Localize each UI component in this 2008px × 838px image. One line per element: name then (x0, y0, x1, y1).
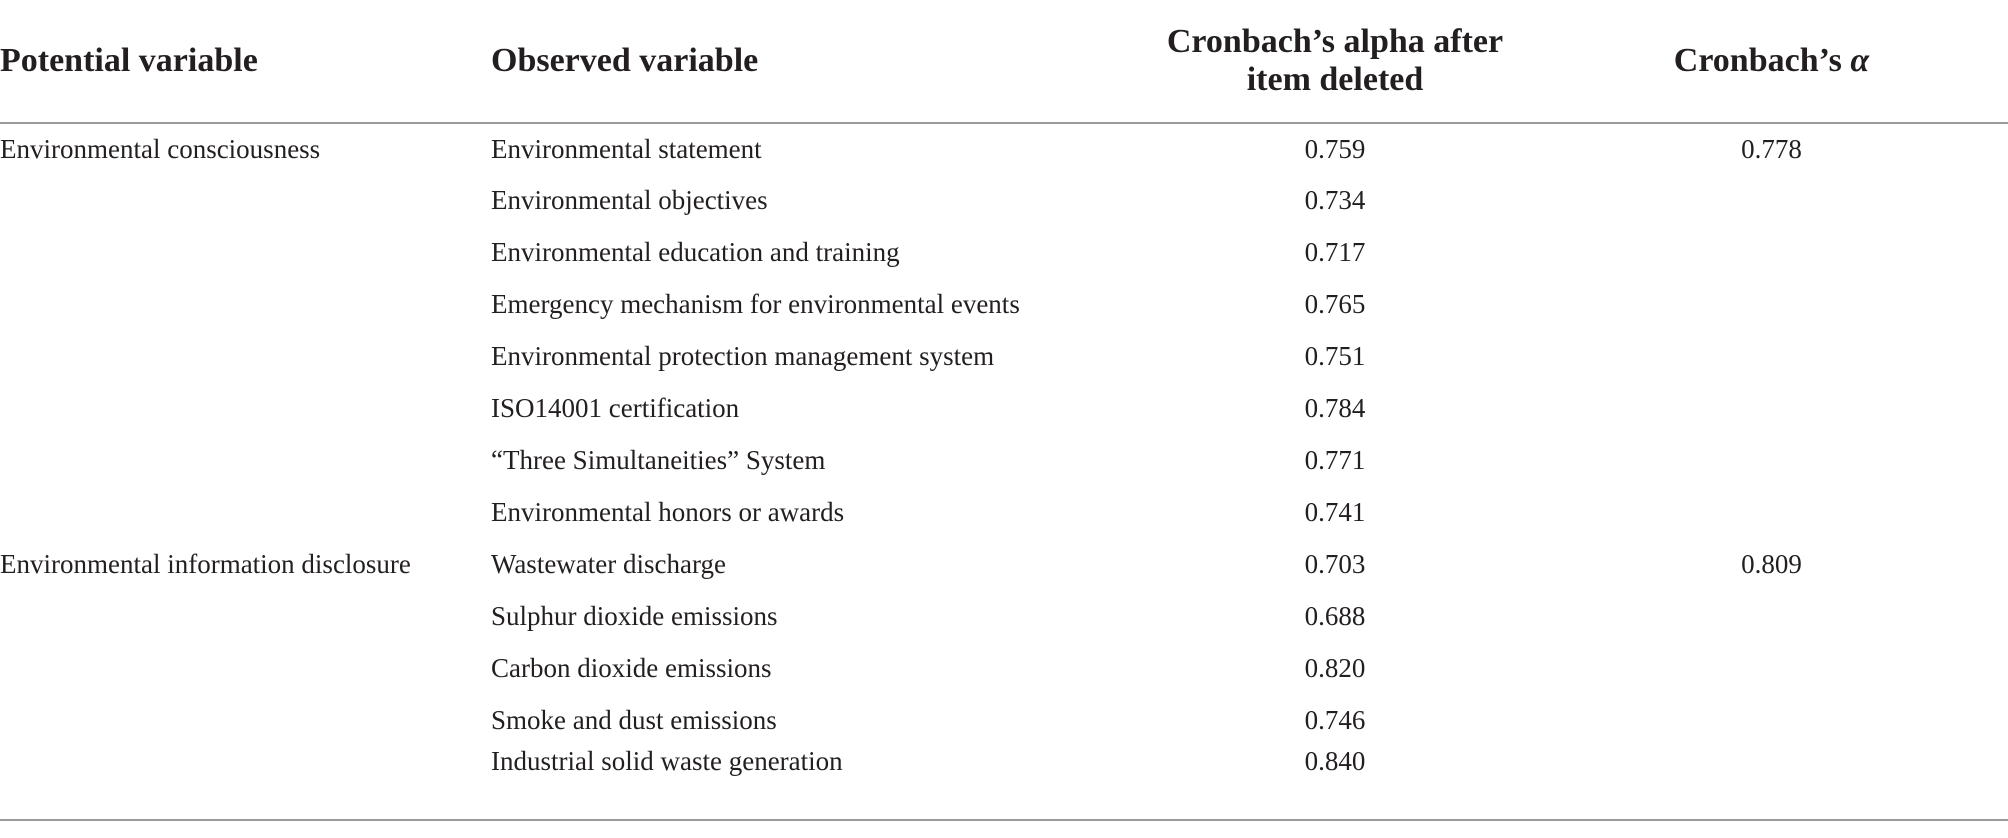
cell-observed-variable: Smoke and dust emissions (491, 704, 777, 735)
table-row (0, 382, 2008, 434)
table-body (0, 123, 2008, 804)
header-alpha-after-deleted-line1: Cronbach’s alpha after (1166, 23, 1504, 60)
cell-potential-variable (0, 330, 491, 382)
table-row (0, 590, 2008, 642)
cell-potential-variable (0, 434, 491, 486)
cell-cronbach-alpha (1535, 382, 2008, 434)
cell-alpha-after-deleted: 0.717 (1304, 236, 1366, 267)
cell-cronbach-alpha (1535, 694, 2008, 746)
cell-alpha-after-deleted: 0.765 (1304, 288, 1366, 319)
header-alpha-after-deleted (1135, 0, 1535, 123)
cell-observed-variable: Environmental objectives (491, 184, 768, 215)
cell-alpha-after-deleted: 0.746 (1304, 704, 1366, 735)
cell-alpha-after-deleted: 0.751 (1304, 340, 1366, 371)
cell-observed-variable: Wastewater discharge (491, 548, 726, 579)
cell-observed-variable: Environmental protection management system (491, 340, 995, 371)
cell-cronbach-alpha (1535, 590, 2008, 642)
table-header (0, 0, 2008, 123)
cell-observed-variable: Industrial solid waste generation (491, 746, 843, 776)
header-row (0, 0, 2008, 123)
cell-cronbach-alpha (1535, 746, 2008, 804)
cell-alpha-after-deleted: 0.840 (1304, 746, 1366, 776)
table-row (0, 746, 2008, 804)
cell-alpha-after-deleted: 0.759 (1304, 133, 1366, 164)
cell-cronbach-alpha (1535, 174, 2008, 226)
cell-observed-variable: ISO14001 certification (491, 392, 740, 423)
cell-potential-variable (0, 174, 491, 226)
cell-potential-variable (0, 694, 491, 746)
cell-potential-variable (0, 486, 491, 538)
table-row (0, 538, 2008, 590)
table-row (0, 174, 2008, 226)
table-row (0, 226, 2008, 278)
header-cronbach-alpha (1535, 0, 2008, 123)
cell-cronbach-alpha (1535, 642, 2008, 694)
table-row (0, 486, 2008, 538)
cell-alpha-after-deleted: 0.771 (1304, 444, 1366, 475)
header-cronbach-alpha-prefix: Cronbach’s (1673, 42, 1851, 79)
cell-potential-variable (0, 642, 491, 694)
cell-potential-variable (0, 278, 491, 330)
cell-observed-variable: “Three Simultaneities” System (491, 444, 826, 475)
cell-cronbach-alpha (1535, 278, 2008, 330)
cell-potential-variable (0, 746, 491, 804)
cell-potential-variable: Environmental information disclosure (0, 548, 411, 579)
cell-observed-variable: Environmental honors or awards (491, 496, 845, 527)
cell-alpha-after-deleted: 0.703 (1304, 548, 1366, 579)
cell-cronbach-alpha (1535, 486, 2008, 538)
cell-cronbach-alpha: 0.809 (1741, 548, 1802, 579)
cell-cronbach-alpha: 0.778 (1741, 133, 1802, 164)
cell-potential-variable (0, 590, 491, 642)
header-potential-variable: Potential variable (0, 0, 491, 123)
cell-alpha-after-deleted: 0.734 (1304, 184, 1366, 215)
table-bottom-rule (0, 819, 2008, 821)
cell-cronbach-alpha (1535, 226, 2008, 278)
cell-observed-variable: Emergency mechanism for environmental events (491, 288, 1020, 319)
cell-potential-variable (0, 382, 491, 434)
table-row (0, 642, 2008, 694)
cell-observed-variable: Environmental education and training (491, 236, 900, 267)
cell-observed-variable: Carbon dioxide emissions (491, 652, 772, 683)
cell-potential-variable (0, 226, 491, 278)
cell-alpha-after-deleted: 0.820 (1304, 652, 1366, 683)
table-row (0, 434, 2008, 486)
cell-potential-variable: Environmental consciousness (0, 133, 321, 164)
cell-alpha-after-deleted: 0.784 (1304, 392, 1366, 423)
header-observed-variable: Observed variable (491, 0, 1135, 123)
table-row (0, 330, 2008, 382)
cell-observed-variable: Sulphur dioxide emissions (491, 600, 778, 631)
header-alpha-after-deleted-line2: item deleted (1246, 61, 1424, 98)
cell-alpha-after-deleted: 0.688 (1304, 600, 1366, 631)
cell-observed-variable: Environmental statement (491, 133, 762, 164)
table-row (0, 694, 2008, 746)
alpha-symbol: α (1850, 42, 1870, 79)
table-row (0, 278, 2008, 330)
cell-alpha-after-deleted: 0.741 (1304, 496, 1366, 527)
table-row (0, 123, 2008, 174)
cell-cronbach-alpha (1535, 330, 2008, 382)
cell-cronbach-alpha (1535, 434, 2008, 486)
